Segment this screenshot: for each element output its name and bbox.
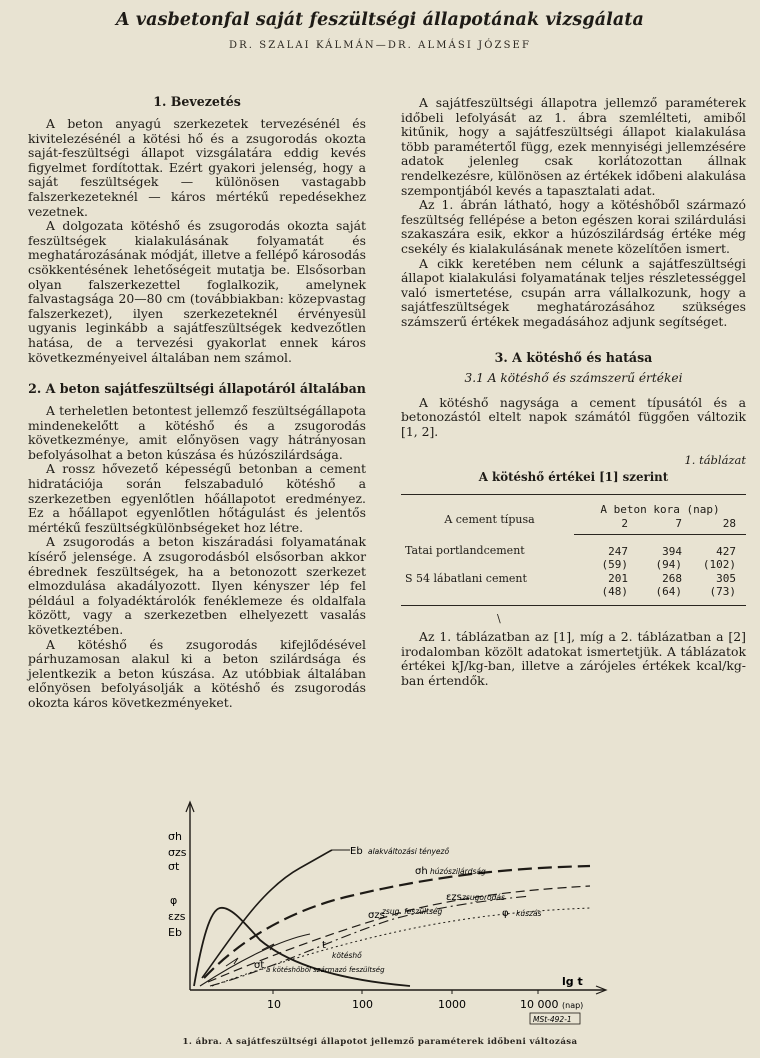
x-axis-label: lg t: [562, 975, 583, 988]
curve-eb: [202, 850, 332, 978]
paragraph: A zsugorodás a beton kiszáradási folyamatának kísérő jelensége. A zsugorodásból elsősorban akkor ébrednek feszültségek, ha a betonozott szerkezet elmozdulása akadályozott. Ilyen kényszer lép fel például a folyadéktárolók fenéklemeze és oldalfala között, vagy a szerkezetben elhelyezett vasalás következtében.: [28, 534, 366, 637]
curve-eps-zs-label: zsugorodás: [462, 893, 505, 902]
table-label: 1. táblázat: [684, 453, 746, 468]
figure-stamp: MSt-492-1: [533, 1015, 572, 1024]
table-group-header: A beton kora (nap): [574, 495, 746, 517]
table-day: 28: [682, 517, 746, 534]
table-cell: (64): [655, 585, 682, 599]
section-heading-1: 1. Bevezetés: [153, 94, 241, 109]
table-cell: 305: [716, 571, 736, 585]
table-cell: (94): [655, 558, 682, 572]
table-cell: 394: [662, 544, 682, 558]
binding-heat-table: [401, 494, 746, 599]
x-tick-label: 100: [352, 998, 373, 1011]
curve-sigma-h-label: húzószilárdság: [430, 867, 486, 876]
curve-sigma-zs-label: zsug. feszültség: [382, 907, 443, 916]
paragraph: A rossz hővezető képességű betonban a cement hidratációja során felszabaduló kötéshő a szerkezetben egyenlőtlen hőállapotot eredményez. Ez a hőállapot egyenlőtlen hőtágulást és jelentős mértékű feszültségkülönbségeket hoz létre.: [28, 461, 366, 535]
curve-sigma-zs-symbol: σzs: [368, 910, 385, 921]
y-label-eps-zs: εzs: [168, 910, 186, 923]
table-row: [401, 585, 746, 599]
figure-caption: 1. ábra. A sajátfeszültségi állapotot jellemző paraméterek időbeni változása: [182, 1037, 578, 1047]
y-label-sigma-h: σh: [168, 830, 182, 843]
paragraph: A kötéshő nagysága a cement típusától és a betonozástól eltelt napok számától függően változik [1, 2].: [401, 394, 746, 439]
curve-sigma-t-label: a kötéshőből származó feszültség: [266, 966, 385, 974]
table-cell: 268: [662, 571, 682, 585]
table-day: 2: [574, 517, 628, 534]
x-tick-label: 10: [267, 998, 281, 1011]
table-row: [401, 534, 746, 558]
table-cell: (102): [702, 558, 736, 572]
table-cell: 427: [716, 544, 736, 558]
table-row: [401, 558, 746, 572]
table-cell: (73): [709, 585, 736, 599]
curve-sigma-t-arrow: [226, 958, 238, 966]
stray-mark: \: [497, 612, 501, 626]
y-label-phi: φ: [170, 894, 178, 907]
curve-phi-symbol: φ: [502, 908, 509, 919]
curve-sigma-t-symbol: σt: [254, 960, 265, 971]
curve-t-label: kötéshő: [332, 951, 362, 960]
x-tick-label: 10 000: [520, 998, 559, 1011]
y-label-sigma-t: σt: [168, 860, 180, 873]
paragraph: A kötéshő és zsugorodás kifejlődésével párhuzamosan alakul ki a beton szilárdsága és jelentkezik a beton kúszása. Az utóbbiak általában előnyösen befolyásolják a kötéshő és zsugorodás okozta káros következményeket.: [28, 636, 366, 710]
subsection-heading-3-1: 3.1 A kötéshő és számszerű értékei: [464, 370, 683, 385]
table-day: 7: [628, 517, 682, 534]
paragraph: A sajátfeszültségi állapotra jellemző paraméterek időbeli lefolyását az 1. ábra szemlélteti, amiből kitűnik, hogy a sajátfeszültségi állapot kialakulása több paramétertől függ, ezek mennyiségi jellemzésére adatok jelenleg csak korlátozottan állnak rendelkezésre, különösen az értékek időbeni alakulása szempontjából kevés a tapasztalati adat.: [401, 95, 746, 198]
table-cell: Tatai portlandcement: [405, 544, 525, 558]
table-cell: (59): [601, 558, 628, 572]
table-title: A kötéshő értékei [1] szerint: [478, 469, 669, 484]
y-label-sigma-zs: σzs: [168, 846, 187, 859]
section-heading-2: 2. A beton sajátfeszültségi állapotáról általában: [28, 381, 366, 397]
article-title: A vasbetonfal saját feszültségi állapotának vizsgálata: [116, 10, 644, 30]
x-tick-label: 1000: [438, 998, 466, 1011]
table-cell: 247: [608, 544, 628, 558]
section-heading-3: 3. A kötéshő és hatása: [494, 349, 653, 365]
x-unit-label: (nap): [562, 1001, 584, 1010]
paragraph: Az 1. táblázatban az [1], míg a 2. táblázatban a [2] irodalomban közölt adatokat ismertetjük. A táblázatok értékei kJ/kg-ban, illetve a zárójeles értékek kcal/kg-ban értendők.: [401, 629, 746, 688]
article-authors: DR. SZALAI KÁLMÁN—DR. ALMÁSI JÓZSEF: [228, 40, 531, 51]
paragraph: A terheletlen betontest jellemző feszültségállapota mindenekelőtt a kötéshő és a zsugorodás következménye, amit előnyösen vagy hátrányosan befolyásolhat a beton kúszása és húzószilárdsága.: [28, 403, 366, 462]
paragraph: Az 1. ábrán látható, hogy a kötéshőből származó feszültség fellépése a beton egészen korai szilárdulási szakaszára esik, ekkor a húzószilárdság értéke még csekély és kialakulásának menete közelítően ismert.: [401, 197, 746, 256]
paragraph: A dolgozata kötéshő és zsugorodás okozta saját feszültségek kialakulásának folyamatát és meghatározásának módját, illetve a fellépő károsodás csökkentésének lehetőségeit mutatja be. Elsősorban olyan falszerkezettel foglalkozik, amelynek falvastagsága 20—80 cm (továbbiakban: közepvastag falszerkezet), ilyen szerkezeteknél érvényesül ugyanis leginkább a sajátfeszültségek kedvezőtlen hatása, de a tervezési gyakorlat ennek káros következményeivel általában nem számol.: [28, 218, 366, 365]
curve-eb-symbol: Eb: [350, 846, 363, 857]
y-label-eb: Eb: [168, 926, 182, 939]
table-col-header: A cement típusa: [401, 495, 574, 534]
paragraph: A cikk keretében nem célunk a sajátfeszültségi állapot kialakulási folyamatának teljes részletességgel való ismertetése, csupán arra vállalkozunk, hogy a sajátfeszültségek meghatározásához szükséges számszerű értékek megadásához adjunk segítséget.: [401, 255, 746, 329]
table-cell: S 54 lábatlani cement: [405, 571, 527, 585]
curve-phi-label: kúszás: [516, 909, 542, 918]
curve-eb-label: alakváltozási tényező: [368, 847, 450, 856]
left-column: [28, 94, 366, 711]
right-column: [401, 96, 746, 688]
curve-eps-zs-symbol: εzs: [446, 892, 462, 903]
table-cell: (48): [601, 585, 628, 599]
paragraph: A beton anyagú szerkezetek tervezésénél és kivitelezésénél a kötési hő és a zsugorodás okozta saját-feszültségi állapot vizsgálatára eddig kevés figyelmet fordítottak. Ezért gyakori jelenség, hogy a saját feszültségek — különösen vastagabb falszerkezeteknél — káros mértékű repedésekhez vezetnek.: [28, 116, 366, 219]
figure-1-graph: [150, 800, 620, 1030]
table-row: [401, 572, 746, 586]
table-cell: 201: [608, 571, 628, 585]
curve-t-symbol: t: [322, 940, 326, 951]
curve-sigma-h-symbol: σh: [415, 866, 428, 877]
